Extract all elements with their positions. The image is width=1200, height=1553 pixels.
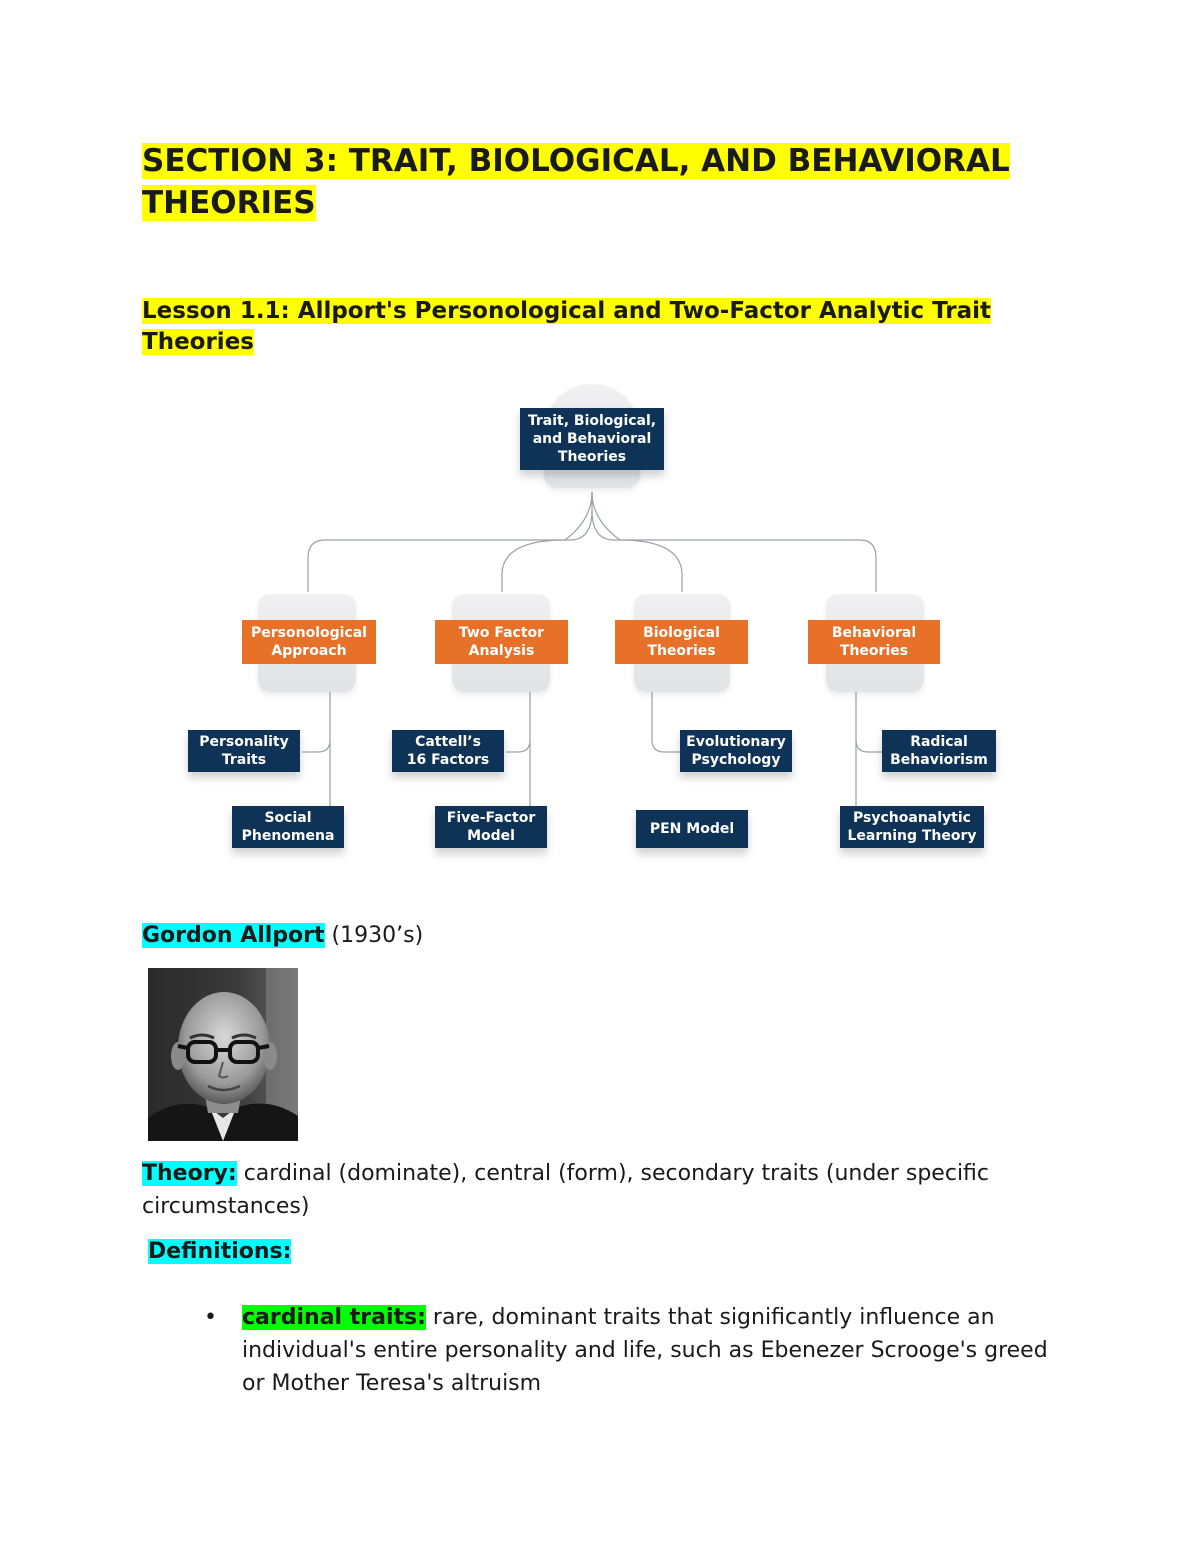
section-title-text: SECTION 3: TRAIT, BIOLOGICAL, AND BEHAVIORAL THEORIES — [142, 143, 1010, 221]
leaf-psychoanalytic-learning-theory: Psychoanalytic Learning Theory — [840, 806, 984, 848]
person-name: Gordon Allport — [142, 923, 325, 948]
person-heading — [142, 920, 423, 952]
root-node: Trait, Biological, and Behavioral Theories — [520, 408, 664, 470]
person-era: (1930’s) — [331, 923, 424, 948]
leaf-five-factor-model: Five-Factor Model — [435, 806, 547, 848]
leaf-personality-traits: Personality Traits — [188, 730, 300, 772]
section-title — [142, 140, 1062, 224]
definition-text: rare, dominant traits that significantly influence an individual's entire personality and life, such as Ebenezer Scrooge's greed or Mother Teresa's altruism — [242, 1305, 1048, 1396]
leaf-cattell-16-factors: Cattell’s 16 Factors — [392, 730, 504, 772]
category-personological: Personological Approach — [242, 620, 376, 664]
connector-behavioral-radical — [856, 740, 882, 752]
leaf-pen-model: PEN Model — [636, 810, 748, 848]
connector-root-biological — [592, 492, 682, 592]
definitions-heading — [148, 1236, 291, 1268]
lesson-title-text: Lesson 1.1: Allport's Personological and Two-Factor Analytic Trait Theories — [142, 298, 992, 355]
connector-root-behavioral — [592, 510, 876, 592]
connector-biological-evolutionary — [652, 692, 680, 752]
category-behavioral: Behavioral Theories — [808, 620, 940, 664]
definitions-list — [200, 1301, 1060, 1400]
definition-item — [200, 1301, 1060, 1400]
theory-text: cardinal (dominate), central (form), secondary traits (under specific circumstances) — [142, 1161, 990, 1219]
connector-root-personological — [308, 492, 592, 592]
portrait-photo — [148, 968, 298, 1141]
bullet-icon: • — [204, 1305, 217, 1330]
concept-map-diagram — [170, 380, 1030, 880]
definitions-label: Definitions: — [148, 1239, 292, 1264]
connector-twofactor-cattell — [506, 740, 530, 752]
leaf-evolutionary-psychology: Evolutionary Psychology — [680, 730, 792, 772]
lesson-title — [142, 296, 1042, 358]
theory-label: Theory: — [142, 1161, 237, 1186]
theory-paragraph — [142, 1157, 1062, 1223]
leaf-radical-behaviorism: Radical Behaviorism — [882, 730, 996, 772]
leaf-social-phenomena: Social Phenomena — [232, 806, 344, 848]
connector-personological-traits — [302, 740, 330, 752]
portrait-illustration — [148, 968, 298, 1141]
category-two-factor: Two Factor Analysis — [435, 620, 568, 664]
definition-term: cardinal traits: — [242, 1305, 426, 1330]
category-biological: Biological Theories — [615, 620, 748, 664]
connector-root-twofactor — [502, 492, 592, 592]
